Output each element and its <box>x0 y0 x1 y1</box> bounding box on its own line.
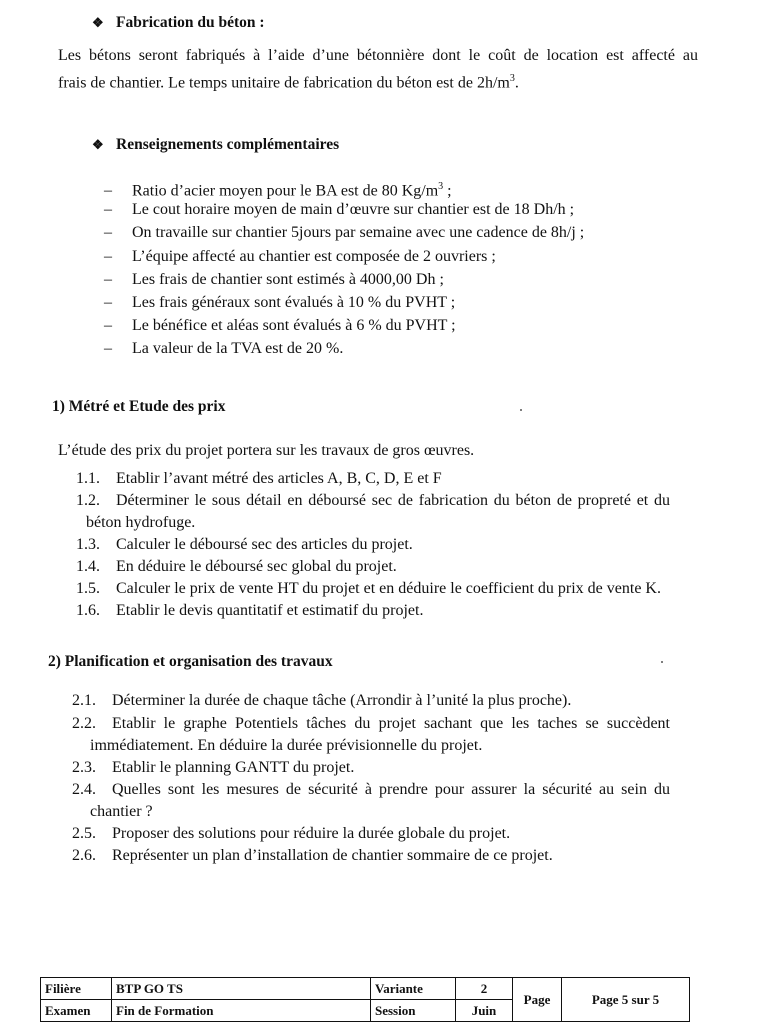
examen-label: Examen <box>41 1000 112 1022</box>
list-item: 2.4. Quelles sont les mesures de sécurité à prendre pour assurer la sécurité au sein du chantier ? <box>72 781 670 820</box>
section-1-title: 1) Métré et Etude des prix <box>52 398 226 415</box>
page-label: Page <box>513 978 562 1022</box>
section-2-list <box>72 690 670 867</box>
section-2-title: 2) Planification et organisation des travaux <box>48 653 333 670</box>
list-item: 2.3. Etablir le planning GANTT du projet. <box>72 759 355 776</box>
variante-value: 2 <box>456 978 513 1000</box>
list-item: 2.2. Etablir le graphe Potentiels tâches du projet sachant que les taches se succèdent immédiatement. En déduire la durée prévisionnelle du projet. <box>72 715 670 754</box>
filiere-value: BTP GO TS <box>112 978 371 1000</box>
session-value: Juin <box>456 1000 513 1022</box>
list-item: – On travaille sur chantier 5jours par semaine avec une cadence de 8h/j ; <box>104 224 585 242</box>
diamond-bullet-icon: ❖ <box>92 15 104 30</box>
fabrication-line-2-sup: 3 <box>509 73 515 84</box>
list-item: 1.4. En déduire le déboursé sec global du projet. <box>76 558 397 575</box>
scan-speck <box>520 409 522 411</box>
list-item: – Ratio d’acier moyen pour le BA est de 80 $Kg/m^3$ ; <box>104 181 452 200</box>
list-item: 2.6. Représenter un plan d’installation de chantier sommaire de ce projet. <box>72 847 553 864</box>
filiere-label: Filière <box>41 978 112 1000</box>
fabrication-heading <box>92 14 265 32</box>
variante-label: Variante <box>371 978 456 1000</box>
fabrication-line-2 <box>58 67 698 94</box>
list-item: 2.1. Déterminer la durée de chaque tâche (Arrondir à l’unité la plus proche). <box>72 692 572 709</box>
list-item: – Les frais généraux sont évalués à 10 % du PVHT ; <box>104 293 456 311</box>
fabrication-title: Fabrication du béton : <box>116 14 265 31</box>
list-item: 1.5. Calculer le prix de vente HT du projet et en déduire le coefficient du prix de vente K. <box>76 580 661 597</box>
list-item: 1.2. Déterminer le sous détail en déboursé sec de fabrication du béton de propreté et du béton hydrofuge. <box>76 492 670 531</box>
fabrication-line-1: Les bétons seront fabriqués à l’aide d’une bétonnière dont le coût de location est affecté au <box>58 47 698 64</box>
section-1-intro: L’étude des prix du projet portera sur les travaux de gros œuvres. <box>58 442 475 459</box>
section-1-list <box>76 468 670 622</box>
renseignements-list <box>104 175 584 361</box>
list-item: 1.1. Etablir l’avant métré des articles A, B, C, D, E et F <box>76 470 442 487</box>
list-item: 2.5. Proposer des solutions pour réduire la durée globale du projet. <box>72 825 511 842</box>
list-item: – La valeur de la TVA est de 20 %. <box>104 340 344 358</box>
examen-value: Fin de Formation <box>112 1000 371 1022</box>
list-item: 1.6. Etablir le devis quantitatif et estimatif du projet. <box>76 602 424 619</box>
list-item: – Les frais de chantier sont estimés à 4000,00 Dh ; <box>104 270 444 288</box>
list-item: – L’équipe affecté au chantier est composée de 2 ouvriers ; <box>104 247 496 265</box>
fabrication-line-2-end: . <box>514 74 519 92</box>
fabrication-paragraph <box>58 44 698 94</box>
renseignements-heading <box>92 136 339 154</box>
list-item: – Le cout horaire moyen de main d’œuvre sur chantier est de 18 Dh/h ; <box>104 201 575 219</box>
diamond-bullet-icon: ❖ <box>92 137 104 152</box>
scan-speck <box>661 661 663 663</box>
renseignements-title: Renseignements complémentaires <box>116 136 340 153</box>
session-label: Session <box>371 1000 456 1022</box>
fabrication-line-2-text: frais de chantier. Le temps unitaire de fabrication du béton est de 2h/m <box>58 74 510 92</box>
list-item: 1.3. Calculer le déboursé sec des articles du projet. <box>76 536 413 553</box>
page-value: Page 5 sur 5 <box>562 978 690 1022</box>
footer-table <box>40 977 690 1022</box>
list-item: – Le bénéfice et aléas sont évalués à 6 % du PVHT ; <box>104 317 456 335</box>
